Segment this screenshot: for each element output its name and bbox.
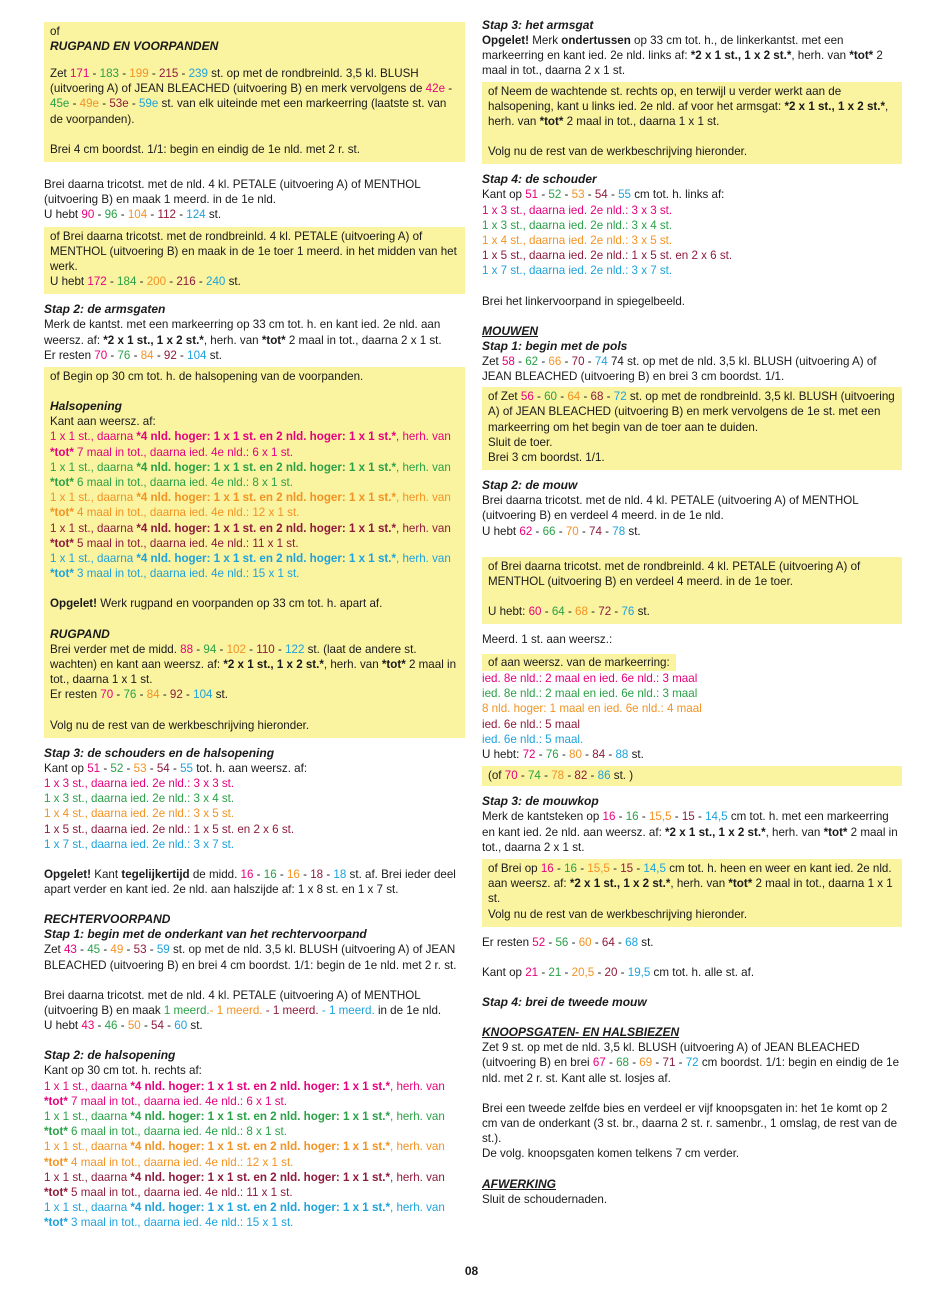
step-title: Stap 3: de schouders en de halsopening	[44, 745, 275, 760]
size-value: 16	[263, 867, 277, 881]
text: Brei een tweede zelfde bies en verdeel er vijf knoopsgaten in: het 1e komt op 2 cm van de onderkant (3 st. br., daarna 2 st. r. samenbr., 1 omslag, de rest van de st.).	[482, 1101, 898, 1146]
text: U hebt	[44, 1019, 82, 1033]
text: -	[321, 1003, 326, 1017]
text: Volg nu de rest van de werkbeschrijving hieronder.	[488, 907, 748, 921]
size-value: 53e	[109, 97, 129, 111]
text: Brei verder met de midd.	[50, 642, 181, 656]
size-value: 18	[310, 867, 324, 881]
text: Sluit de toer.	[488, 435, 553, 449]
right-column: Stap 3: het armsgat Opgelet! Merk ondertussen op 33 cm tot. h., de linkerkantst. met een markeerring en kant ied. 2e nld. links af: *2 x 1 st., 1 x 2 st.*, herh. van *tot* 2 maal in tot., daarna 2 x 1 st. of Neem de wachtende st. rechts op, en terwijl u verder werkt aan de halsopening, kant u links ied. 2e nld. af voor het armsgat: *2 x 1 st., 1 x 2 st.*, herh. van *tot* 2 maal in tot., daarna 1 x 1 st. Volg nu de rest van de werkbeschrijving hieronder. Stap 4: de schouder Kant op 51 - 52 - 53 - 54 - 55 cm tot. h. links af: 1 x 3 st., daarna ied. 2e nld.: 3 x 3 st. 1 x 3 st., daarna ied. 2e nld.: 3 x 4 st. 1 x 4 st., daarna ied. 2e nld.: 3 x 5 st. 1 x 5 st., daarna ied. 2e nld.: 1 x 5 st. en 2 x 6 st. 1 x 7 st., daarna ied. 2e nld.: 3 x 7 st. Brei het linkervoorpand in spiegelbeeld. MOUWEN Stap 1: begin met de pols Zet 58 - 62 - 66 - 70 - 74 74 st. op met de nld. 3,5 kl. BLUSH (uitvoering A) of JEAN BLEACHED (uitvoering B) en brei 3 cm boordst. 1/1. of Zet 56 - 60 - 64 - 68 - 72 st. op met de rondbreinld. 3,5 kl. BLUSH (uitvoering A) of JEAN BLEACHED (uitvoering B) en merk vervolgens de 1e st. met een markeerring om het begin van de toer aan te duiden. Sluit de toer. Brei 3 cm boordst. 1/1. Stap 2: de mouw Brei daarna tricotst. met de nld. 4 kl. PETALE (uitvoering A) of MENTHOL (uitvoering B) en verdeel 4 meerd. in de 1e nld. U hebt 62 - 66 - 70 - 74 - 78 st. of Brei daarna tricotst. met de rondbreinld. 4 kl. PETALE (uitvoering A) of MENTHOL (uitvoering B) en verdeel 4 meerd. in de 1e toer. U hebt: 60 - 64 - 68 - 72 - 76 st. Meerd. 1 st. aan weersz.: of aan weersz. van de markeerring: ied. 8e nld.: 2 maal en ied. 6e nld.: 3 maal ied. 8e nld.: 2 maal en ied. 6e nld.: 3 maal 8 nld. hoger: 1 maal en ied. 6e nld.: 4 maal ied. 6e nld.: 5 maal ied. 6e nld.: 5 maal. U hebt: 72 - 76 - 80 - 84 - 88 st. (of 70 - 74 - 78 - 82 - 86 st. ) Stap 3: de mouwkop Merk de kantsteken op 16 - 16 - 15,5 - 15 - 14,5 cm tot. h. met een markeerring en kant ied. 2e nld. aan weersz. af: *2 x 1 st., 1 x 2 st.*, herh. van *tot* 2 maal in tot., daarna 2 x 1 st. of Brei op 16 - 16 - 15,5 - 15 - 14,5 cm tot. h. heen en weer en kant ied. 2e nld. aan weersz. af: *2 x 1 st., 1 x 2 st.*, herh. van *tot* 2 maal in tot., daarna 1 x 1 st. Volg nu de rest van de werkbeschrijving hieronder. Er resten 52 - 56 - 60 - 64 - 68 st. Kant op 21 - 21 - 20,5 - 20 - 19,5 cm tot. h. alle st. af. Stap 4: brei de tweede mouw KNOOPSGATEN- EN HALSBIEZEN Zet 9 st. op met de nld. 3,5 kl. BLUSH (uitvoering A) of JEAN BLEACHED (uitvoering B) en brei 67 - 68 - 69 - 71 - 72 cm boordst. 1/1: begin en eindig de 1e nld. met 2 r. st. Kant alle st. losjes af. Brei een tweede zelfde bies en verdeel er vijf knoopsgaten in: het 1e komt op 2 cm van de onderkant (3 st. br., daarna 2 st. r. samenbr., 1 omslag, de rest van de st.). De volg. knoopsgaten komen telkens 7 cm verder. AFWERKING Sluit de schoudernaden.	[482, 18, 902, 1207]
text: Brei daarna tricotst. met de nld. 4 kl. PETALE (uitvoering A) of MENTHOL (uitvoering B) en verdeel 4 meerd. in de 1e nld.	[482, 494, 859, 523]
size-value: 60	[528, 605, 542, 619]
size-value: 72	[522, 747, 536, 761]
section-title: KNOOPSGATEN- EN HALSBIEZEN	[482, 1025, 680, 1040]
text: ondertussen	[561, 34, 631, 47]
size-instruction: ied. 6e nld.: 5 maal	[482, 717, 580, 731]
size-value: 71	[662, 1056, 676, 1070]
size-value: 76	[123, 688, 137, 702]
size-value: 16	[540, 861, 554, 875]
size-value: 20	[604, 965, 618, 979]
subsection-title: RUGPAND	[50, 626, 110, 641]
size-instruction: 1 x 7 st., daarna ied. 2e nld.: 3 x 7 st.	[44, 837, 235, 851]
size-instruction: 1 x 5 st., daarna ied. 2e nld.: 1 x 5 st. en 2 x 6 st.	[482, 249, 733, 263]
text: Merk de kantst. met een markeerring op 33 cm tot. h. en kant ied. 2e nld. aan weersz. af:	[44, 318, 441, 347]
text: st. op met de rondbreinld. 3,5 kl. BLUSH (uitvoering A) of JEAN BLEACHED (uitvoering B) en merk vervolgens de	[50, 67, 426, 96]
size-value: 64	[601, 935, 615, 949]
box-rondbreinld: of Brei daarna tricotst. met de rondbreinld. 4 kl. PETALE (uitvoering A) of MENTHOL (uitvoering B) en maak in de 1e toer 1 meerd. in het midden van het werk. U hebt 172 - 184 - 200 - 216 - 240 st.	[44, 227, 465, 295]
size-value: 104	[127, 208, 148, 222]
text: *2 x 1 st., 1 x 2 st.*	[784, 99, 886, 113]
text: of Zet	[488, 390, 521, 404]
text: *tot*	[261, 333, 286, 347]
size-value: 78	[612, 524, 626, 538]
size-value: 68	[625, 935, 639, 949]
size-instruction: ied. 6e nld.: 5 maal.	[482, 732, 584, 746]
subsection-title: Halsopening	[50, 399, 123, 414]
size-value: 16	[625, 810, 639, 824]
size-value: 86	[597, 769, 611, 783]
size-value: 66	[542, 524, 556, 538]
text: of Neem de wachtende st. rechts op, en terwijl u verder werkt aan de halsopening, kant u links ied. 2e nld. af voor het armsgat:	[488, 84, 842, 113]
size-instruction: 1 x 1 st., daarna *4 nld. hoger: 1 x 1 st. en 2 nld. hoger: 1 x 1 st.*, herh. van *tot* 6 maal in tot., daarna ied. 4e nld.: 8 x 1 st.	[50, 460, 451, 490]
size-instruction: 1 x 1 st., daarna *4 nld. hoger: 1 x 1 st. en 2 nld. hoger: 1 x 1 st.*, herh. van *tot* 7 maal in tot., daarna ied. 4e nld.: 6 x 1 st.	[50, 430, 451, 459]
size-value: 52	[532, 935, 546, 949]
text: 2 maal in tot., daarna 2 x 1 st.	[482, 49, 883, 78]
size-value: 14,5	[705, 810, 728, 824]
size-instruction: 1 x 3 st., daarna ied. 2e nld.: 3 x 4 st.	[482, 218, 673, 232]
text: st.	[187, 1019, 203, 1033]
text: *2 x 1 st., 1 x 2 st.*	[690, 49, 792, 63]
text: Er resten	[482, 935, 533, 949]
size-value: 16	[602, 810, 616, 824]
size-value: 216	[176, 275, 196, 289]
text: cm boordst. 1/1: begin en eindig de 1e nld. met 2 r. st. Kant alle st. losjes af.	[482, 1056, 900, 1085]
text: , herh. van	[765, 825, 824, 839]
step-title: Stap 3: het armsgat	[482, 18, 594, 32]
text: of aan weersz. van de markeerring:	[488, 655, 670, 669]
text: *tot*	[539, 115, 564, 129]
size-value: 112	[157, 208, 176, 222]
size-value: 104	[193, 688, 213, 702]
text: , herh. van	[488, 99, 889, 129]
text: Kant	[91, 867, 122, 881]
text: cm tot. h. alle st. af.	[650, 965, 755, 979]
text: tegelijkertijd	[121, 867, 190, 881]
size-value: 19,5	[627, 965, 651, 979]
text: 74	[607, 354, 624, 368]
text: st. )	[610, 769, 634, 783]
text: of Brei daarna tricotst. met de rondbreinld. 4 kl. PETALE (uitvoering A) of MENTHOL (uitvoering B) en maak in de 1e toer 1 meerd. in het midden van het werk.	[50, 229, 457, 274]
text: 2 maal in tot., daarna 2 x 1 st.	[285, 333, 442, 347]
text: Volg nu de rest van de werkbeschrijving hieronder.	[488, 145, 748, 159]
step-title: Stap 2: de mouw	[482, 478, 578, 493]
text: Brei 3 cm boordst. 1/1.	[488, 451, 605, 465]
text: , herh. van	[323, 657, 382, 671]
size-value: 102	[226, 642, 246, 656]
text: st. op met de nld. 3,5 kl. BLUSH (uitvoering A) of JEAN BLEACHED (uitvoering B) en brei 4 cm boordst. 1/1: begin de 1e nld. met 2 r. st.	[44, 943, 457, 972]
text: Sluit de schoudernaden.	[482, 1192, 608, 1206]
box-armsgat	[482, 82, 902, 165]
size-value: 45	[87, 943, 101, 957]
text: of	[50, 25, 60, 38]
text: *tot*	[381, 657, 406, 671]
text: in de 1e nld.	[374, 1003, 442, 1017]
text: cm tot. h. links af:	[630, 188, 725, 202]
size-value: 66	[548, 354, 562, 368]
text: st.	[206, 348, 222, 362]
size-instruction: 1 x 1 st., daarna *4 nld. hoger: 1 x 1 st. en 2 nld. hoger: 1 x 1 st.*, herh. van *tot* 3 maal in tot., daarna ied. 4e nld.: 15 x 1 st.	[50, 552, 451, 581]
step-title: Stap 2: de armsgaten	[44, 302, 166, 317]
size-instruction: 1 x 1 st., daarna *4 nld. hoger: 1 x 1 st. en 2 nld. hoger: 1 x 1 st.*, herh. van *tot* 5 maal in tot., daarna ied. 4e nld.: 11 x 1 st.	[50, 521, 451, 550]
text: 2 maal in tot., daarna 2 x 1 st.	[482, 825, 898, 854]
size-value: 92	[169, 688, 183, 702]
box-mouwkop: of Brei op 16 - 16 - 15,5 - 15 - 14,5 cm tot. h. heen en weer en kant ied. 2e nld. aan weersz. af: *2 x 1 st., 1 x 2 st.*, herh. van *tot* 2 maal in tot., daarna 1 x 1 st. Volg nu de rest van de werkbeschrijving hieronder.	[482, 859, 902, 927]
section-title: RUGPAND EN VOORPANDEN	[50, 39, 219, 54]
size-value: 16	[240, 867, 254, 881]
size-value: 124	[186, 208, 206, 222]
size-value: 172	[87, 275, 107, 289]
size-instruction: 1 x 5 st., daarna ied. 2e nld.: 1 x 5 st. en 2 x 6 st.	[44, 822, 295, 836]
size-value: 1 meerd.	[216, 1003, 263, 1017]
size-value: 56	[520, 390, 534, 404]
size-instruction: 1 x 1 st., daarna *4 nld. hoger: 1 x 1 st. en 2 nld. hoger: 1 x 1 st.*, herh. van *tot* 4 maal in tot., daarna ied. 4e nld.: 12 x 1 st.	[44, 1140, 445, 1169]
size-value: 52	[110, 761, 124, 775]
size-value: 74	[594, 354, 608, 368]
size-value: 16	[286, 867, 300, 881]
warning-label: Opgelet!	[482, 34, 530, 47]
text: *2 x 1 st., 1 x 2 st.*	[665, 825, 766, 839]
text: Kant aan weersz. af:	[50, 415, 156, 429]
size-value: 239	[188, 67, 208, 80]
text: -	[265, 1003, 270, 1017]
size-value: 72	[613, 390, 627, 404]
size-value: 62	[525, 354, 539, 368]
text: st.	[625, 524, 641, 538]
size-value: 240	[206, 275, 226, 289]
size-value: 54	[151, 1019, 164, 1033]
size-value: 70	[94, 348, 108, 362]
text: 2 maal in tot., daarna 1 x 1 st.	[50, 657, 457, 687]
size-value: 64	[567, 390, 581, 404]
step-title: Stap 3: de mouwkop	[482, 794, 599, 809]
size-value: 51	[525, 188, 539, 202]
size-value: 72	[685, 1056, 699, 1070]
text: , herh. van	[670, 877, 729, 891]
size-value: 199	[129, 67, 149, 80]
size-instruction: 1 x 1 st., daarna *4 nld. hoger: 1 x 1 st. en 2 nld. hoger: 1 x 1 st.*, herh. van *tot* 5 maal in tot., daarna ied. 4e nld.: 11 x 1 st.	[44, 1170, 445, 1199]
text: Brei daarna tricotst. met de nld. 4 kl. PETALE (uitvoering A) of MENTHOL (uitvoering B) en maak	[44, 988, 421, 1017]
text: *tot*	[849, 49, 874, 63]
size-value: 96	[104, 208, 118, 222]
text: st.	[212, 688, 228, 702]
text: *2 x 1 st., 1 x 2 st.*	[223, 657, 324, 671]
size-instruction: 1 x 4 st., daarna ied. 2e nld.: 3 x 5 st.	[44, 807, 235, 821]
text: U hebt	[482, 524, 520, 538]
text: *tot*	[728, 877, 753, 891]
size-value: 59	[156, 943, 170, 957]
step-title: Stap 4: de schouder	[482, 172, 597, 187]
size-instruction: 1 x 1 st., daarna *4 nld. hoger: 1 x 1 st. en 2 nld. hoger: 1 x 1 st.*, herh. van *tot* 4 maal in tot., daarna ied. 4e nld.: 12 x 1 st.	[50, 491, 451, 520]
size-value: 68	[575, 605, 588, 619]
text: *2 x 1 st., 1 x 2 st.*	[103, 333, 204, 347]
text: Kant op	[482, 965, 526, 979]
size-value: 84	[140, 348, 154, 362]
highlight-markeerring	[482, 654, 676, 671]
text: Brei 4 cm boordst. 1/1: begin en eindig de 1e nld. met 2 r. st.	[50, 142, 360, 156]
size-value: 59e	[138, 97, 159, 111]
text: U hebt:	[488, 605, 529, 619]
text: 2 maal in tot., daarna 1 x 1 st.	[563, 115, 720, 129]
text: st. op met de rondbreinld. 3,5 kl. BLUSH (uitvoering A) of JEAN BLEACHED (uitvoering B) en merk vervolgens de 1e st. met een markeerring om het begin van de toer aan te duiden.	[488, 390, 895, 434]
text: Merk de kantsteken op	[482, 810, 603, 824]
size-value: 21	[525, 965, 539, 979]
size-instruction: 1 x 4 st., daarna ied. 2e nld.: 3 x 5 st.	[482, 234, 673, 248]
text: cm tot. h. met een markeerring en kant ied. 2e nld. aan weersz. af:	[482, 810, 889, 839]
size-instruction: 1 x 3 st., daarna ied. 2e nld.: 3 x 3 st.	[482, 203, 673, 217]
size-value: 42e	[425, 82, 446, 96]
size-value: 110	[256, 642, 275, 656]
text: -	[209, 1003, 214, 1017]
size-value: 70	[571, 354, 585, 368]
size-value: 52	[548, 188, 562, 202]
size-value: 54	[156, 761, 170, 775]
section-title: AFWERKING	[482, 1176, 556, 1191]
text: st.	[205, 208, 222, 222]
box-halsopening-rugpand: of Begin op 30 cm tot. h. de halsopening van de voorpanden. Halsopening Kant aan weersz. af: 1 x 1 st., daarna *4 nld. hoger: 1 x 1 st. en 2 nld. hoger: 1 x 1 st.*, herh. van *tot* 7 maal in tot., daarna ied. 4e nld.: 6 x 1 st. 1 x 1 st., daarna *4 nld. hoger: 1 x 1 st. en 2 nld. hoger: 1 x 1 st.*, herh. van *tot* 6 maal in tot., daarna ied. 4e nld.: 8 x 1 st. 1 x 1 st., daarna *4 nld. hoger: 1 x 1 st. en 2 nld. hoger: 1 x 1 st.*, herh. van *tot* 4 maal in tot., daarna ied. 4e nld.: 12 x 1 st. 1 x 1 st., daarna *4 nld. hoger: 1 x 1 st. en 2 nld. hoger: 1 x 1 st.*, herh. van *tot* 5 maal in tot., daarna ied. 4e nld.: 11 x 1 st. 1 x 1 st., daarna *4 nld. hoger: 1 x 1 st. en 2 nld. hoger: 1 x 1 st.*, herh. van *tot* 3 maal in tot., daarna ied. 4e nld.: 15 x 1 st. Opgelet! Werk rugpand en voorpanden op 33 cm tot. h. apart af. RUGPAND Brei verder met de midd. 88 - 94 - 102 - 110 - 122 st. (laat de andere st. wachten) en kant aan weersz. af: *2 x 1 st., 1 x 2 st.*, herh. van *tot* 2 maal in tot., daarna 1 x 1 st. Er resten 70 - 76 - 84 - 92 - 104 st. Volg nu de rest van de werkbeschrijving hieronder.	[44, 367, 465, 738]
text: *tot*	[823, 825, 848, 839]
text: st. af. Brei ieder deel apart verder en kant ied. 2e nld. aan halszijde af: 1 x 8 st. en 1 x 7 st.	[44, 867, 456, 897]
size-value: 68	[616, 1056, 629, 1070]
size-value: 53	[133, 943, 147, 957]
size-value: 80	[569, 747, 582, 761]
text: , herh. van	[203, 333, 262, 347]
block-tricot: Brei daarna tricotst. met de nld. 4 kl. PETALE (uitvoering A) of MENTHOL (uitvoering B) en maak 1 meerd. in de 1e nld. U hebt 90 - 96 - 104 - 112 - 124 st.	[44, 177, 465, 223]
size-value: 55	[180, 761, 193, 775]
text: Brei daarna tricotst. met de nld. 4 kl. PETALE (uitvoering A) of MENTHOL (uitvoering B) en maak 1 meerd. in de 1e nld.	[44, 178, 421, 207]
size-instruction: 8 nld. hoger: 1 maal en ied. 6e nld.: 4 maal	[482, 702, 702, 716]
text: Zet	[50, 67, 70, 80]
text: of Brei op	[488, 861, 541, 875]
box-rugpand-voorpanden: of RUGPAND EN VOORPANDEN Zet 171 - 183 - 199 - 215 - 239 st. op met de rondbreinld. 3,5 kl. BLUSH (uitvoering A) of JEAN BLEACHED (uitvoering B) en merk vervolgens de 42e - 45e - 49e - 53e - 59e st. van elk uiteinde met een markeerring (laatste st. van de voorpanden). Brei 4 cm boordst. 1/1: begin en eindig de 1e nld. met 2 r. st.	[44, 22, 465, 162]
text: Brei het linkervoorpand in spiegelbeeld.	[482, 294, 686, 308]
text: Er resten	[44, 348, 95, 362]
section-title: MOUWEN	[482, 323, 538, 338]
text: , herh. van	[791, 49, 850, 63]
size-value: 62	[519, 524, 533, 538]
size-value: 74	[527, 769, 541, 783]
box-mouw-rondbreinld: of Zet 56 - 60 - 64 - 68 - 72 st. op met de rondbreinld. 3,5 kl. BLUSH (uitvoering A) of JEAN BLEACHED (uitvoering B) en merk vervolgens de 1e st. met een markeerring om het begin van de toer aan te duiden. Sluit de toer. Brei 3 cm boordst. 1/1.	[482, 387, 902, 470]
size-value: 92	[163, 348, 177, 362]
size-value: 15	[620, 861, 634, 875]
text: st.	[634, 605, 650, 619]
size-instruction: ied. 8e nld.: 2 maal en ied. 6e nld.: 3 maal	[482, 671, 698, 685]
text: Meerd. 1 st. aan weersz.:	[482, 633, 613, 647]
size-value: 215	[158, 67, 179, 80]
size-value: 55	[618, 188, 631, 202]
size-value: 104	[187, 348, 207, 362]
size-value: 15	[681, 810, 695, 824]
text: Kant op	[482, 188, 526, 202]
text: of Brei daarna tricotst. met de rondbreinld. 4 kl. PETALE (uitvoering A) of MENTHOL (uitvoering B) en verdeel 4 meerd. in de 1e toer.	[488, 559, 861, 589]
text: U hebt	[50, 275, 88, 289]
size-instruction: 1 x 3 st., daarna ied. 2e nld.: 3 x 3 st.	[44, 776, 235, 790]
size-value: 43	[63, 943, 77, 957]
text: 2 maal in tot., daarna 1 x 1 st.	[488, 877, 893, 906]
text: st.	[628, 747, 644, 761]
size-value: 88	[615, 747, 629, 761]
text: U hebt:	[482, 747, 523, 761]
size-value: 58	[501, 354, 515, 368]
step-title: Stap 4: brei de tweede mouw	[482, 995, 647, 1010]
text: Merk	[529, 34, 562, 47]
size-value: 45e	[50, 97, 70, 111]
size-value: 16	[564, 861, 577, 875]
text: st. (laat de andere st. wachten) en kant aan weersz. af:	[50, 642, 417, 671]
size-instruction: 1 x 1 st., daarna *4 nld. hoger: 1 x 1 st. en 2 nld. hoger: 1 x 1 st.*, herh. van *tot* 6 maal in tot., daarna ied. 4e nld.: 8 x 1 st.	[44, 1109, 445, 1139]
size-value: 53	[571, 188, 585, 202]
text: (of	[488, 769, 505, 783]
text: st.	[225, 275, 241, 289]
text: Zet	[44, 943, 64, 957]
box-of-totaal: (of 70 - 74 - 78 - 82 - 86 st. )	[482, 766, 902, 786]
size-value: 51	[87, 761, 101, 775]
text: *2 x 1 st., 1 x 2 st.*	[569, 877, 671, 891]
size-value: 60	[544, 390, 557, 404]
size-value: 76	[621, 605, 635, 619]
step-title: Stap 1: begin met de onderkant van het rechtervoorpand	[44, 927, 367, 942]
step-title: Stap 1: begin met de pols	[482, 338, 628, 353]
text: U hebt	[44, 208, 82, 222]
warning-label: Opgelet!	[44, 867, 92, 881]
warning-label: Opgelet!	[50, 597, 98, 611]
size-value: 50	[127, 1019, 141, 1033]
size-value: 184	[117, 275, 137, 289]
left-column: of RUGPAND EN VOORPANDEN Zet 171 - 183 - 199 - 215 - 239 st. op met de rondbreinld. 3,5 kl. BLUSH (uitvoering A) of JEAN BLEACHED (uitvoering B) en merk vervolgens de 42e - 45e - 49e - 53e - 59e st. van elk uiteinde met een markeerring (laatste st. van de voorpanden). Brei 4 cm boordst. 1/1: begin en eindig de 1e nld. met 2 r. st. Brei daarna tricotst. met de nld. 4 kl. PETALE (uitvoering A) of MENTHOL (uitvoering B) en maak 1 meerd. in de 1e nld. U hebt 90 - 96 - 104 - 112 - 124 st. of Brei daarna tricotst. met de rondbreinld. 4 kl. PETALE (uitvoering A) of MENTHOL (uitvoering B) en maak in de 1e toer 1 meerd. in het midden van het werk. U hebt 172 - 184 - 200 - 216 - 240 st. Stap 2: de armsgaten Merk de kantst. met een markeerring op 33 cm tot. h. en kant ied. 2e nld. aan weersz. af: *2 x 1 st., 1 x 2 st.*, herh. van *tot* 2 maal in tot., daarna 2 x 1 st. Er resten 70 - 76 - 84 - 92 - 104 st. of Begin op 30 cm tot. h. de halsopening van de voorpanden. Halsopening Kant aan weersz. af: 1 x 1 st., daarna *4 nld. hoger: 1 x 1 st. en 2 nld. hoger: 1 x 1 st.*, herh. van *tot* 7 maal in tot., daarna ied. 4e nld.: 6 x 1 st. 1 x 1 st., daarna *4 nld. hoger: 1 x 1 st. en 2 nld. hoger: 1 x 1 st.*, herh. van *tot* 6 maal in tot., daarna ied. 4e nld.: 8 x 1 st. 1 x 1 st., daarna *4 nld. hoger: 1 x 1 st. en 2 nld. hoger: 1 x 1 st.*, herh. van *tot* 4 maal in tot., daarna ied. 4e nld.: 12 x 1 st. 1 x 1 st., daarna *4 nld. hoger: 1 x 1 st. en 2 nld. hoger: 1 x 1 st.*, herh. van *tot* 5 maal in tot., daarna ied. 4e nld.: 11 x 1 st. 1 x 1 st., daarna *4 nld. hoger: 1 x 1 st. en 2 nld. hoger: 1 x 1 st.*, herh. van *tot* 3 maal in tot., daarna ied. 4e nld.: 15 x 1 st. Opgelet! Werk rugpand en voorpanden op 33 cm tot. h. apart af. RUGPAND Brei verder met de midd. 88 - 94 - 102 - 110 - 122 st. (laat de andere st. wachten) en kant aan weersz. af: *2 x 1 st., 1 x 2 st.*, herh. van *tot* 2 maal in tot., daarna 1 x 1 st. Er resten 70 - 76 - 84 - 92 - 104 st. Volg nu de rest van de werkbeschrijving hieronder. Stap 3: de schouders en de halsopening Kant op 51 - 52 - 53 - 54 - 55 tot. h. aan weersz. af: 1 x 3 st., daarna ied. 2e nld.: 3 x 3 st. 1 x 3 st., daarna ied. 2e nld.: 3 x 4 st. 1 x 4 st., daarna ied. 2e nld.: 3 x 5 st. 1 x 5 st., daarna ied. 2e nld.: 1 x 5 st. en 2 x 6 st. 1 x 7 st., daarna ied. 2e nld.: 3 x 7 st. Opgelet! Kant tegelijkertijd de midd. 16 - 16 - 16 - 18 - 18 st. af. Brei ieder deel apart verder en kant ied. 2e nld. aan halszijde af: 1 x 8 st. en 1 x 7 st. RECHTERVOORPAND Stap 1: begin met de onderkant van het rechtervoorpand Zet 43 - 45 - 49 - 53 - 59 st. op met de nld. 3,5 kl. BLUSH (uitvoering A) of JEAN BLEACHED (uitvoering B) en brei 4 cm boordst. 1/1: begin de 1e nld. met 2 r. st. Brei daarna tricotst. met de nld. 4 kl. PETALE (uitvoering A) of MENTHOL (uitvoering B) en maak 1 meerd.- 1 meerd. - 1 meerd. - 1 meerd. in de 1e nld. U hebt 43 - 46 - 50 - 54 - 60 st. Stap 2: de halsopening Kant op 30 cm tot. h. rechts af: 1 x 1 st., daarna *4 nld. hoger: 1 x 1 st. en 2 nld. hoger: 1 x 1 st.*, herh. van *tot* 7 maal in tot., daarna ied. 4e nld.: 6 x 1 st. 1 x 1 st., daarna *4 nld. hoger: 1 x 1 st. en 2 nld. hoger: 1 x 1 st.*, herh. van *tot* 6 maal in tot., daarna ied. 4e nld.: 8 x 1 st. 1 x 1 st., daarna *4 nld. hoger: 1 x 1 st. en 2 nld. hoger: 1 x 1 st.*, herh. van *tot* 4 maal in tot., daarna ied. 4e nld.: 12 x 1 st. 1 x 1 st., daarna *4 nld. hoger: 1 x 1 st. en 2 nld. hoger: 1 x 1 st.*, herh. van *tot* 5 maal in tot., daarna ied. 4e nld.: 11 x 1 st. 1 x 1 st., daarna *4 nld. hoger: 1 x 1 st. en 2 nld. hoger: 1 x 1 st.*, herh. van *tot* 3 maal in tot., daarna ied. 4e nld.: 15 x 1 st.	[44, 22, 465, 1231]
size-value: 171	[69, 67, 90, 80]
size-value: 1 meerd.	[272, 1003, 319, 1017]
size-value: 122	[285, 642, 305, 656]
size-value: 49e	[79, 97, 99, 111]
text: Werk rugpand en voorpanden op 33 cm tot. h. apart af.	[97, 597, 383, 611]
size-value: 67	[592, 1056, 606, 1070]
size-value: 70	[504, 769, 518, 783]
text: op 33 cm tot. h., de linkerkantst. met een markeerring en kant ied. 2e nld. links af:	[482, 34, 844, 63]
text: Kant op 30 cm tot. h. rechts af:	[44, 1064, 202, 1078]
size-value: 94	[203, 642, 217, 656]
text: st.	[638, 935, 654, 949]
size-value: 60	[174, 1019, 188, 1033]
size-value: 46	[104, 1019, 118, 1033]
size-value: 72	[598, 605, 612, 619]
size-value: 53	[133, 761, 147, 775]
size-value: 54	[594, 188, 608, 202]
size-value: 1 meerd.	[163, 1003, 210, 1017]
text: Zet 9 st. op met de nld. 3,5 kl. BLUSH (uitvoering A) of JEAN BLEACHED (uitvoering B) en brei	[482, 1041, 860, 1070]
size-value: 74	[589, 524, 602, 538]
size-value: 70	[565, 524, 579, 538]
size-value: 84	[146, 688, 160, 702]
size-value: 70	[100, 688, 114, 702]
step-title: Stap 2: de halsopening	[44, 1048, 176, 1063]
size-instruction: 1 x 1 st., daarna *4 nld. hoger: 1 x 1 st. en 2 nld. hoger: 1 x 1 st.*, herh. van *tot* 3 maal in tot., daarna ied. 4e nld.: 15 x 1 st.	[44, 1201, 445, 1230]
text: st. van elk uiteinde met een markeerring (laatste st. van de voorpanden).	[50, 97, 447, 126]
size-value: 15,5	[648, 810, 672, 824]
size-value: 90	[81, 208, 95, 222]
text: de midd.	[189, 867, 241, 881]
size-value: 49	[110, 943, 124, 957]
size-value: 64	[551, 605, 565, 619]
section-title: RECHTERVOORPAND	[44, 912, 171, 927]
size-instruction: 1 x 1 st., daarna *4 nld. hoger: 1 x 1 st. en 2 nld. hoger: 1 x 1 st.*, herh. van *tot* 7 maal in tot., daarna ied. 4e nld.: 6 x 1 st.	[44, 1079, 445, 1108]
size-value: 69	[639, 1056, 653, 1070]
page-number: 08	[464, 1264, 479, 1278]
size-value: 78	[551, 769, 565, 783]
size-value: 88	[180, 642, 194, 656]
size-value: 82	[574, 769, 588, 783]
size-value: 183	[99, 67, 119, 80]
text: De volg. knoopsgaten komen telkens 7 cm verder.	[482, 1147, 740, 1161]
box-mouw-tricot: of Brei daarna tricotst. met de rondbreinld. 4 kl. PETALE (uitvoering A) of MENTHOL (uitvoering B) en verdeel 4 meerd. in de 1e toer. U hebt: 60 - 64 - 68 - 72 - 76 st.	[482, 557, 902, 625]
text: Er resten	[50, 688, 101, 702]
size-value: 1 meerd.	[328, 1003, 375, 1017]
text: Kant op	[44, 761, 88, 775]
text: st. op met de nld. 3,5 kl. BLUSH (uitvoering A) of JEAN BLEACHED (uitvoering B) en brei 3 cm boordst. 1/1.	[482, 354, 877, 384]
text: of Begin op 30 cm tot. h. de halsopening van de voorpanden.	[50, 370, 364, 384]
text: cm tot. h. heen en weer en kant ied. 2e nld. aan weersz. af:	[488, 861, 892, 891]
size-value: 15,5	[587, 861, 610, 875]
size-instruction: 1 x 3 st., daarna ied. 2e nld.: 3 x 4 st.	[44, 792, 235, 806]
size-value: 68	[590, 390, 604, 404]
size-value: 56	[555, 935, 569, 949]
size-value: 76	[117, 348, 131, 362]
size-value: 43	[81, 1019, 95, 1033]
size-value: 21	[548, 965, 562, 979]
size-value: 200	[146, 275, 167, 289]
text: Volg nu de rest van de werkbeschrijving hieronder.	[50, 718, 310, 732]
size-value: 76	[545, 747, 559, 761]
size-value: 14,5	[643, 861, 666, 875]
size-instruction: 1 x 7 st., daarna ied. 2e nld.: 3 x 7 st.	[482, 264, 673, 278]
size-value: 18	[333, 867, 347, 881]
size-instruction: ied. 8e nld.: 2 maal en ied. 6e nld.: 3 maal	[482, 687, 698, 701]
size-value: 20,5	[571, 965, 595, 979]
text: Zet	[482, 354, 502, 368]
text: tot. h. aan weersz. af:	[192, 761, 308, 775]
size-value: 84	[592, 747, 606, 761]
size-value: 60	[578, 935, 592, 949]
